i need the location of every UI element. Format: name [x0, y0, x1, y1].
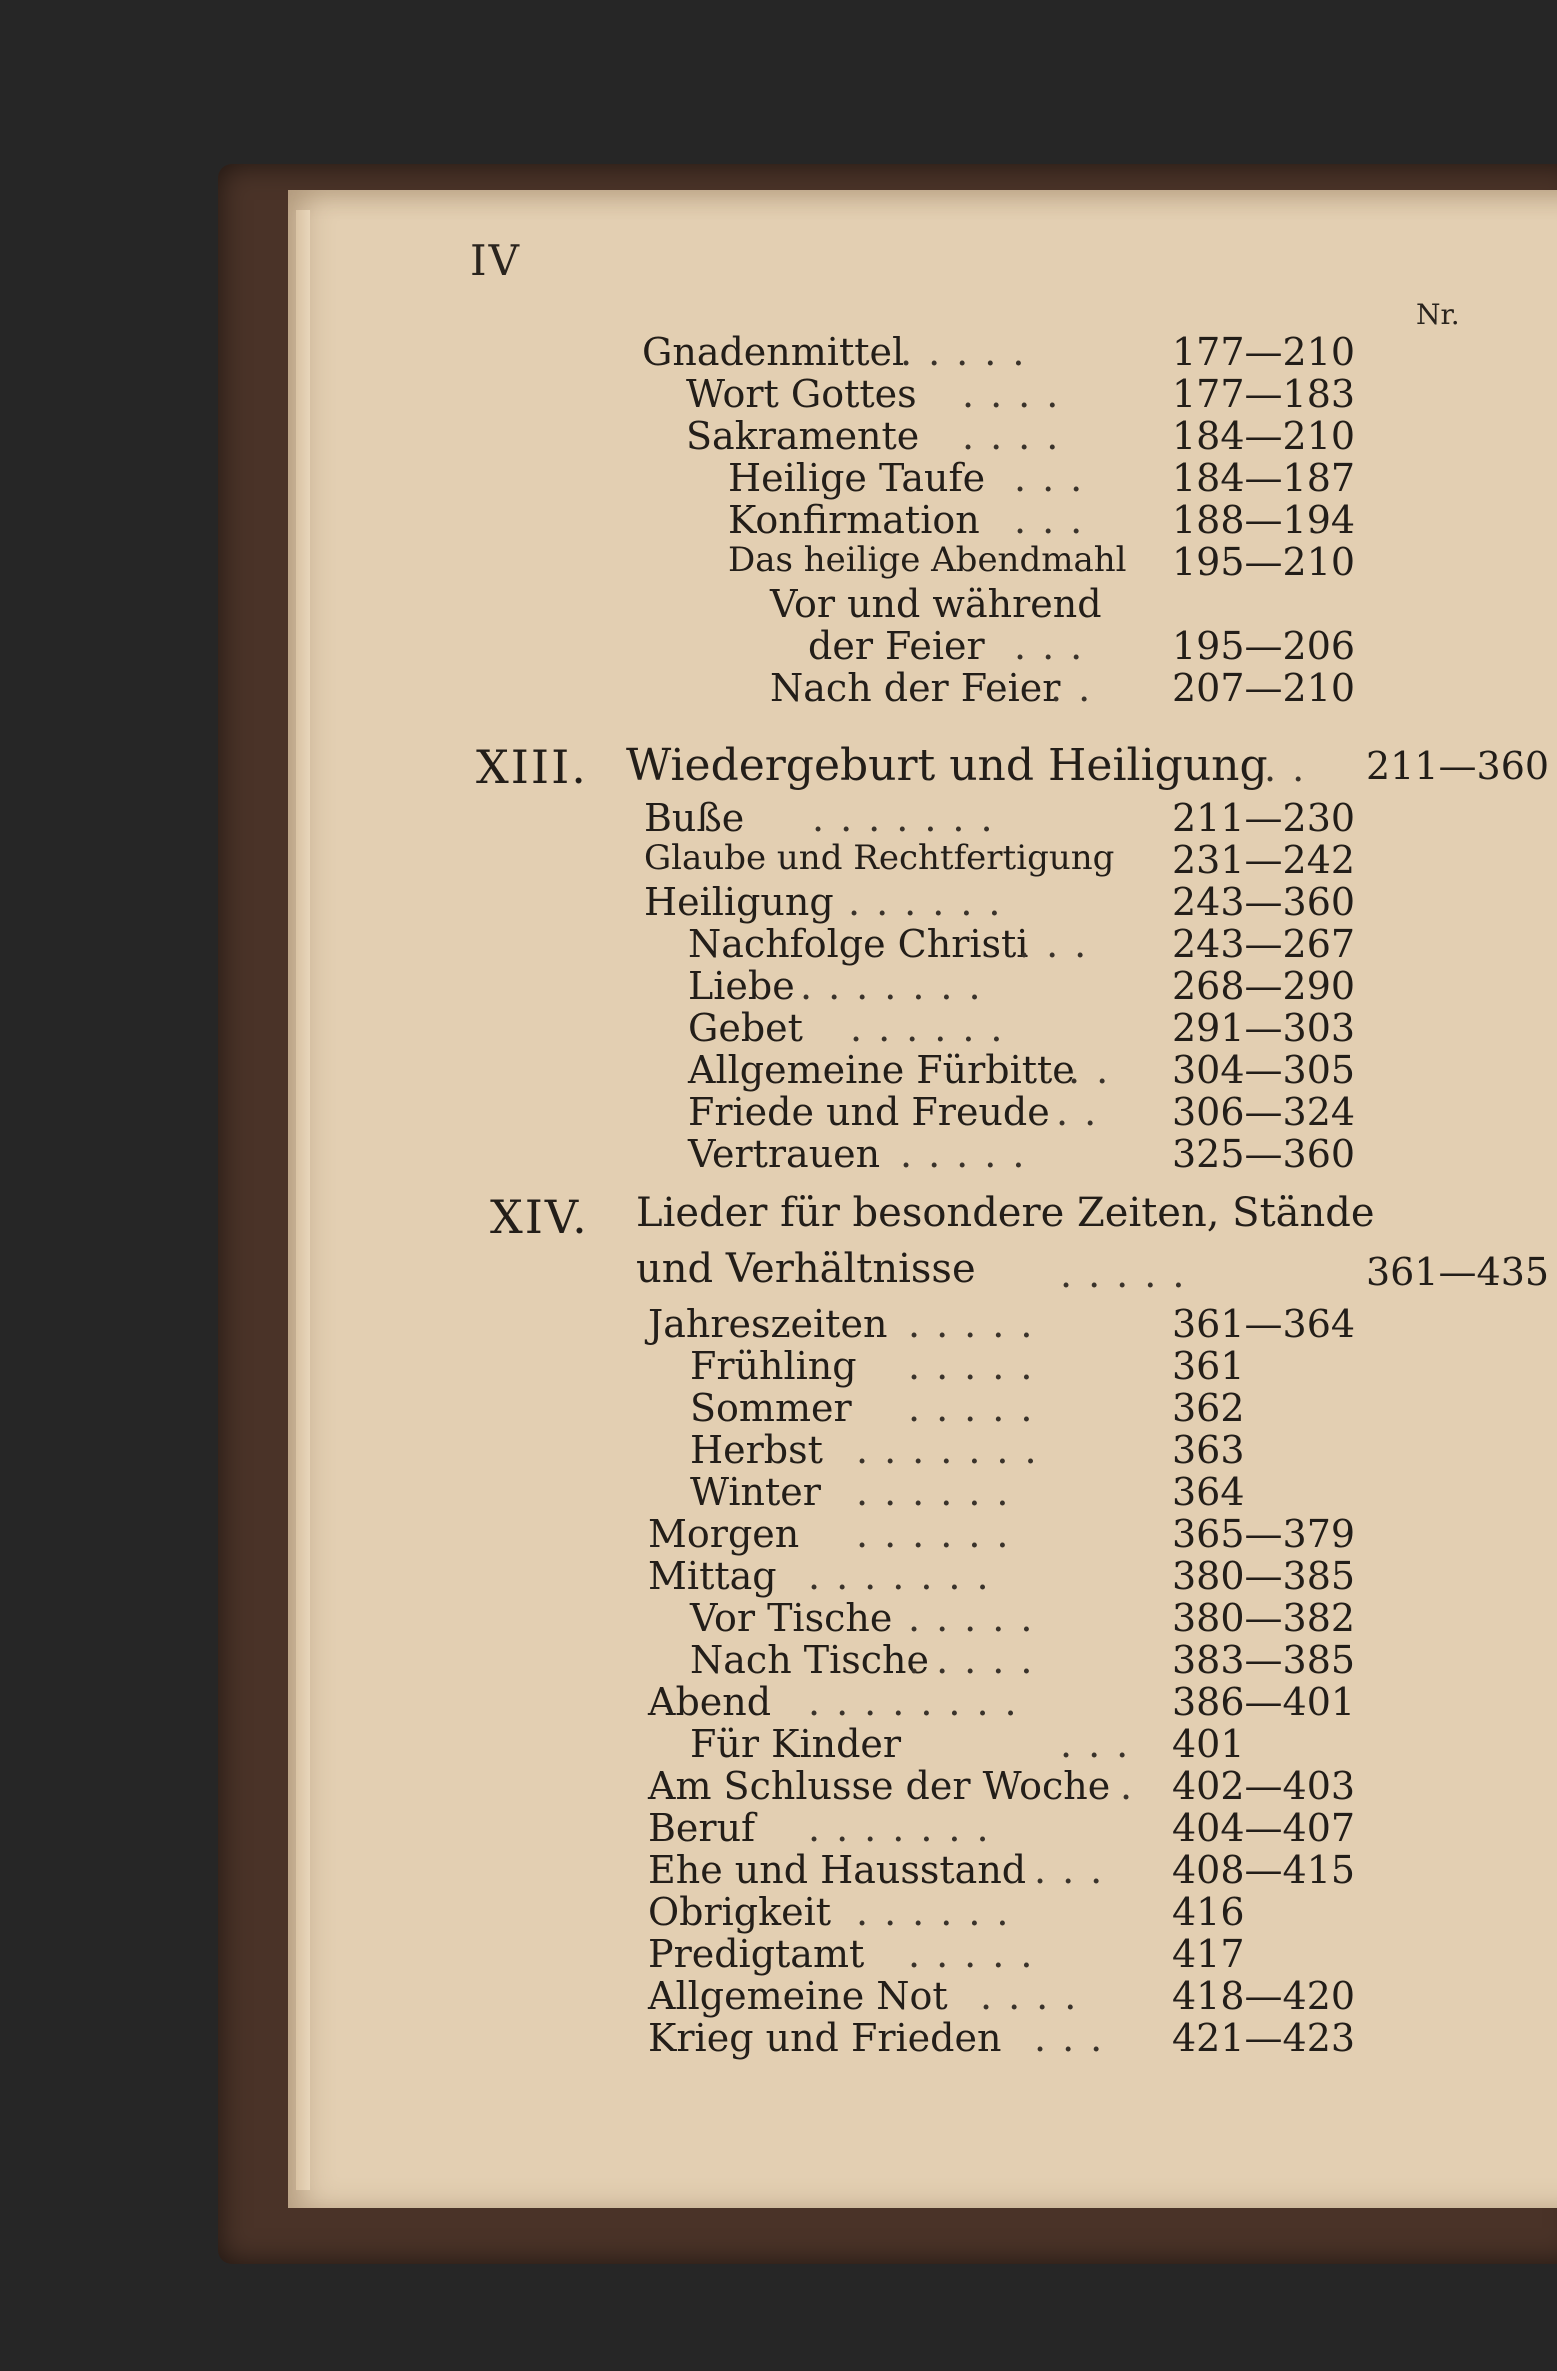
toc-dots: ..... — [908, 1596, 1049, 1640]
toc-dots: .... — [962, 372, 1075, 416]
toc-entry-title: Sommer — [690, 1386, 852, 1430]
toc-row — [0, 414, 1557, 456]
toc-row — [0, 1722, 1557, 1764]
toc-entry-title: Ehe und Hausstand — [648, 1848, 1027, 1892]
toc-row — [0, 922, 1557, 964]
toc-dots: .. — [1056, 1090, 1113, 1134]
toc-entry-title: Obrigkeit — [648, 1890, 832, 1934]
toc-entry-title: Nach der Feier — [770, 666, 1061, 710]
toc-dots: ... — [1014, 456, 1099, 500]
toc-range: 386—401 — [1172, 1680, 1356, 1724]
toc-dots: ... — [1034, 2016, 1119, 2060]
toc-row — [0, 1806, 1557, 1848]
section-range: 361—435 — [1366, 1250, 1550, 1294]
toc-row — [0, 1764, 1557, 1806]
toc-range: 184—210 — [1172, 414, 1356, 458]
toc-range: 421—423 — [1172, 2016, 1356, 2060]
section-heading-xiv-cont — [0, 1246, 1557, 1302]
toc-range: 195—210 — [1172, 540, 1356, 584]
toc-row — [0, 2016, 1557, 2058]
toc-entry-title: Predigtamt — [648, 1932, 865, 1976]
toc-row — [0, 1512, 1557, 1554]
toc-dots: ..... — [908, 1386, 1049, 1430]
toc-range: 365—379 — [1172, 1512, 1356, 1556]
toc-dots: .. — [1264, 746, 1321, 790]
toc-row — [0, 1974, 1557, 2016]
section-number: XIII. — [476, 740, 588, 794]
toc-row — [0, 796, 1557, 838]
toc-dots: ...... — [848, 880, 1017, 924]
toc-dots: ..... — [908, 1344, 1049, 1388]
toc-row — [0, 372, 1557, 414]
toc-entry-title: Gebet — [688, 1006, 803, 1050]
toc-range: 417 — [1172, 1932, 1245, 1976]
toc-range: 231—242 — [1172, 838, 1356, 882]
toc-entry-title: Krieg und Frieden — [648, 2016, 1002, 2060]
toc-dots: ..... — [908, 1638, 1049, 1682]
toc-entry-title: Winter — [690, 1470, 821, 1514]
toc-row — [0, 1302, 1557, 1344]
section-title: Wiedergeburt und Heiligung — [626, 740, 1268, 791]
toc-row — [0, 1890, 1557, 1932]
toc-row — [0, 624, 1557, 666]
toc-row — [0, 666, 1557, 708]
toc-range: 184—187 — [1172, 456, 1356, 500]
toc-entry-title: Herbst — [690, 1428, 823, 1472]
toc-entry-title: Das heilige Abendmahl — [728, 540, 1127, 580]
toc-entry-title: Frühling — [690, 1344, 857, 1388]
toc-dots: .. — [1050, 666, 1107, 710]
toc-dots: ..... — [908, 1932, 1049, 1976]
toc-range: 325—360 — [1172, 1132, 1356, 1176]
toc-entry-title: Sakramente — [686, 414, 920, 458]
toc-entry-title: der Feier — [808, 624, 985, 668]
toc-dots: ....... — [808, 1554, 1005, 1598]
toc-dots: .... — [980, 1974, 1093, 2018]
toc-row — [0, 1428, 1557, 1470]
toc-entry-title: Vor Tische — [690, 1596, 893, 1640]
toc-dots: ....... — [812, 796, 1009, 840]
toc-dots: ... — [1060, 1722, 1145, 1766]
toc-row — [0, 1132, 1557, 1174]
toc-row — [0, 1470, 1557, 1512]
toc-dots: ..... — [908, 1302, 1049, 1346]
toc-range: 418—420 — [1172, 1974, 1356, 2018]
toc-range: 304—305 — [1172, 1048, 1356, 1092]
toc-range: 402—403 — [1172, 1764, 1356, 1808]
section-title: Lieder für besondere Zeiten, Stände — [636, 1190, 1375, 1236]
toc-entry-title: Vor und während — [770, 582, 1102, 626]
toc-row — [0, 1932, 1557, 1974]
toc-entry-title: Heilige Taufe — [728, 456, 986, 500]
toc-dots: ...... — [856, 1890, 1025, 1934]
toc-range: 362 — [1172, 1386, 1245, 1430]
toc-dots: ... — [1014, 498, 1099, 542]
toc-row — [0, 1638, 1557, 1680]
toc-dots: ..... — [900, 330, 1041, 374]
toc-entry-title: Konfirmation — [728, 498, 980, 542]
toc-entry-title: Heiligung — [644, 880, 834, 924]
toc-entry-title: Friede und Freude — [688, 1090, 1050, 1134]
toc-dots: ...... — [850, 1006, 1019, 1050]
toc-row — [0, 1090, 1557, 1132]
toc-range: 380—385 — [1172, 1554, 1356, 1598]
toc-range: 211—230 — [1172, 796, 1356, 840]
toc-dots: ....... — [808, 1806, 1005, 1850]
toc-range: 177—183 — [1172, 372, 1356, 416]
toc-entry-title: Nachfolge Christi — [688, 922, 1029, 966]
toc-range: 361—364 — [1172, 1302, 1356, 1346]
toc-range: 243—360 — [1172, 880, 1356, 924]
toc-row — [0, 1386, 1557, 1428]
toc-range: 306—324 — [1172, 1090, 1356, 1134]
toc-range: 380—382 — [1172, 1596, 1356, 1640]
toc-entry-title: Glaube und Rechtfertigung — [644, 838, 1115, 878]
toc-range: 195—206 — [1172, 624, 1356, 668]
toc-row — [0, 498, 1557, 540]
page-number: IV — [470, 236, 521, 285]
toc-entry-title: Jahreszeiten — [648, 1302, 888, 1346]
toc-row — [0, 964, 1557, 1006]
toc-entry-title: Wort Gottes — [686, 372, 917, 416]
toc-range: 364 — [1172, 1470, 1245, 1514]
toc-range: 363 — [1172, 1428, 1245, 1472]
toc-range: 291—303 — [1172, 1006, 1356, 1050]
toc-row — [0, 1048, 1557, 1090]
toc-entry-title: Gnadenmittel — [642, 330, 905, 374]
toc-row — [0, 540, 1557, 582]
toc-row — [0, 838, 1557, 880]
nr-column-label: Nr. — [1416, 298, 1460, 331]
toc-range: 404—407 — [1172, 1806, 1356, 1850]
toc-range: 361 — [1172, 1344, 1245, 1388]
toc-row — [0, 880, 1557, 922]
toc-range: 207—210 — [1172, 666, 1356, 710]
toc-entry-title: Allgemeine Not — [648, 1974, 948, 2018]
toc-range: 401 — [1172, 1722, 1245, 1766]
toc-dots: ........ — [808, 1680, 1033, 1724]
toc-entry-title: Allgemeine Fürbitte — [688, 1048, 1075, 1092]
section-number: XIV. — [490, 1190, 589, 1244]
toc-entry-title: Vertrauen — [688, 1132, 881, 1176]
toc-dots: ... — [1018, 922, 1103, 966]
toc-entry-title: Für Kinder — [690, 1722, 902, 1766]
toc-dots: . — [1120, 1764, 1149, 1808]
toc-dots: ... — [1034, 1848, 1119, 1892]
toc-entry-title: Abend — [648, 1680, 772, 1724]
section-heading-xiii — [0, 740, 1557, 796]
toc-entry-title: Liebe — [688, 964, 795, 1008]
toc-row — [0, 1554, 1557, 1596]
toc-range: 383—385 — [1172, 1638, 1356, 1682]
toc-entry-title: Beruf — [648, 1806, 756, 1850]
toc-row — [0, 1596, 1557, 1638]
toc-row — [0, 582, 1557, 624]
toc-entry-title: Buße — [644, 796, 745, 840]
toc-dots: .... — [962, 414, 1075, 458]
toc-dots: ..... — [1060, 1252, 1201, 1296]
toc-row — [0, 1006, 1557, 1048]
toc-range: 416 — [1172, 1890, 1245, 1934]
toc-dots: ..... — [900, 1132, 1041, 1176]
toc-dots: .. — [1068, 1048, 1125, 1092]
toc-row — [0, 456, 1557, 498]
toc-range: 408—415 — [1172, 1848, 1356, 1892]
toc-entry-title: Morgen — [648, 1512, 800, 1556]
toc-dots: ....... — [800, 964, 997, 1008]
section-range: 211—360 — [1366, 744, 1550, 788]
toc-row — [0, 1680, 1557, 1722]
section-heading-xiv — [0, 1190, 1557, 1246]
toc-entry-title: Nach Tische — [690, 1638, 929, 1682]
toc-row — [0, 1344, 1557, 1386]
toc-dots: ...... — [856, 1512, 1025, 1556]
toc-entry-title: Mittag — [648, 1554, 777, 1598]
toc-row — [0, 1848, 1557, 1890]
toc-range: 177—210 — [1172, 330, 1356, 374]
section-title-cont: und Verhältnisse — [636, 1246, 976, 1292]
toc-range: 243—267 — [1172, 922, 1356, 966]
toc-range: 188—194 — [1172, 498, 1356, 542]
toc-range: 268—290 — [1172, 964, 1356, 1008]
toc-row — [0, 330, 1557, 372]
toc-entry-title: Am Schlusse der Woche — [648, 1764, 1111, 1808]
toc-dots: ... — [1014, 624, 1099, 668]
toc-dots: ...... — [856, 1470, 1025, 1514]
toc-dots: ....... — [856, 1428, 1053, 1472]
